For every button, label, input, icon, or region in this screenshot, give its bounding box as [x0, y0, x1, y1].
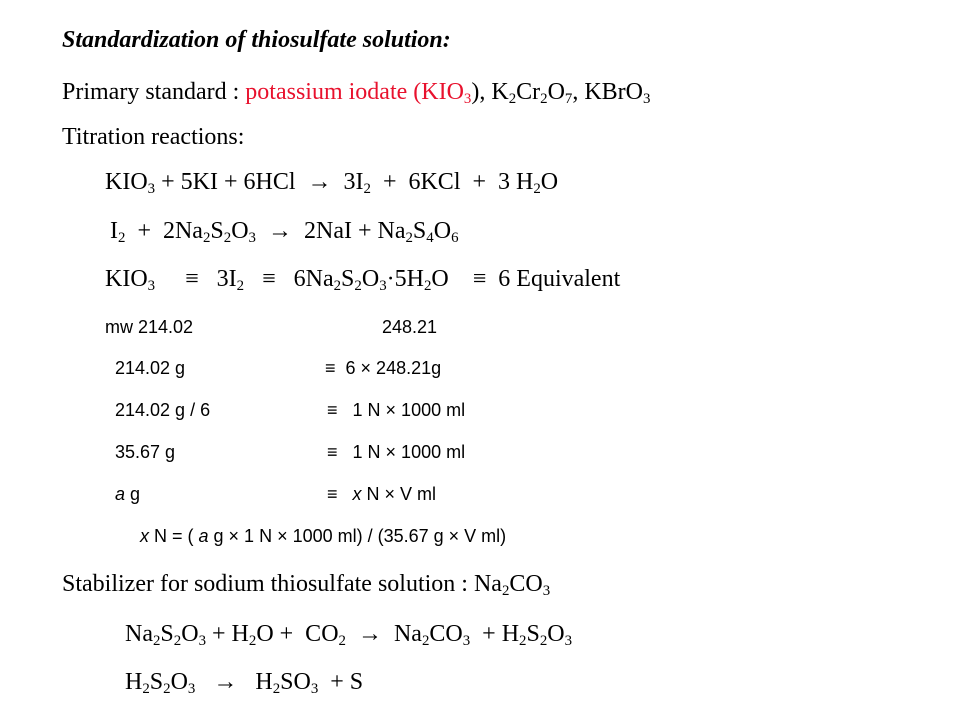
- calc-row-1-right: ≡ 6 × 248.21g: [325, 358, 442, 378]
- equiv-icon: ≡: [472, 266, 487, 292]
- arrow-icon: →: [307, 169, 332, 195]
- normality-formula: x N = ( a g × 1 N × 1000 ml) / (35.67 g × V ml): [140, 526, 507, 546]
- calc-row-2-right: ≡ 1 N × 1000 ml: [327, 400, 466, 420]
- primary-standard-label: Primary standard :: [62, 79, 246, 105]
- stabilizer-reaction-1: $Na_2S_2O_3 + H_2O + CO_2 \to Na_2CO_3 + H_2S_2O_3$: [125, 621, 573, 650]
- equiv-icon: ≡: [262, 266, 276, 292]
- equiv-icon: ≡: [185, 266, 199, 292]
- equiv-icon: ≡: [327, 400, 338, 420]
- mw-label: mw 214.02: [105, 317, 194, 337]
- section-heading: Standardization of thiosulfate solution:: [62, 27, 451, 53]
- arrow-icon: →: [357, 621, 382, 647]
- primary-standard-highlight: potassium iodate ($KIO_3$: [245, 79, 472, 108]
- calc-row-3-right: ≡ 1 N × 1000 ml: [327, 442, 466, 462]
- arrow-icon: →: [213, 669, 238, 695]
- calc-row-3-left: 35.67 g: [115, 442, 176, 462]
- reaction-2: $I_2 + 2Na_2S_2O_3 \to 2NaI + Na_2S_4O_6$: [110, 218, 459, 247]
- mw-value-thiosulfate: 248.21: [382, 317, 438, 337]
- equiv-icon: ≡: [325, 358, 336, 378]
- stabilizer-reaction-2: $H_2S_2O_3$ → $H_2SO_3 + S$: [125, 669, 364, 698]
- equivalence-line: $KIO_3$ ≡ $3I_2$ ≡ $6Na_2S_2O_3\cdot 5H_2O$ ≡ 6 Equivalent: [105, 266, 621, 295]
- calc-row-1-left: 214.02 g: [115, 358, 186, 378]
- equiv-icon: ≡: [327, 442, 338, 462]
- equiv-icon: ≡: [327, 484, 338, 504]
- calc-row-2-left: 214.02 g / 6: [115, 400, 211, 420]
- primary-standard-line: Primary standard : potassium iodate $(KIO_3)$, $K_2Cr_2O_7$, KBrO$_3$: [62, 79, 651, 108]
- reaction-1: $KIO_3 + 5KI + 6HCl \to 3I_2 + 6KCl + 3$ $H_2O$: [105, 169, 559, 198]
- arrow-icon: →: [267, 218, 292, 244]
- calc-row-4-right: ≡ x N × V ml: [327, 484, 437, 504]
- stabilizer-line: Stabilizer for sodium thiosulfate solution : $Na_2CO_3$: [62, 571, 551, 600]
- calc-row-4-left: a g: [115, 484, 141, 504]
- titration-heading: Titration reactions:: [62, 124, 245, 150]
